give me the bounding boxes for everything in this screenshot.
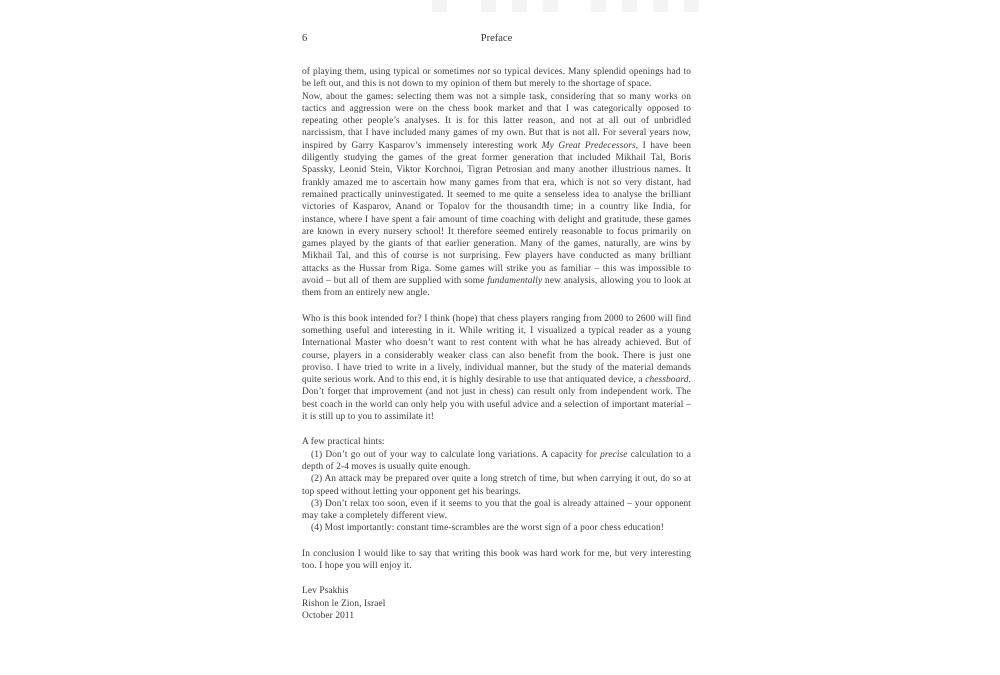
scan-artifact (543, 0, 558, 12)
scan-artifact (432, 0, 447, 12)
italic-text: precise (600, 449, 628, 460)
text: A few practical hints: (302, 437, 385, 448)
page-title: Preface (480, 33, 513, 44)
signature-name (302, 585, 691, 597)
text: In conclusion I would like to say that writing this book was hard work for me, but very interesting too. I hope you will enjoy it. (302, 548, 691, 571)
running-header (302, 33, 691, 45)
text: I have been diligently studying the games of the great former generation that included Mikhail Tal, Boris Spassky, Leonid Stein, Viktor Korchnoi, Tigran Petrosian and many another illustrious names. It frankly amazed me to ascertain how many games from that era, which is not so very distant, had remained practically uninvestigated. It seemed to me quite a senseless idea to analyse the brilliant victories of Kasparov, Anand or Topalov for the thousandth time; in a country like India, for instance, where I have spent a fair amount of time coaching with delight and gratitude, these games are known in every nursery school! It therefore seemed entirely reasonable to focus primarily on games played by the giants of that earlier generation. Many of the games, naturally, are wins by Mikhail Tal, and this of course is not surprising. Few players have conducted as many brilliant attacks as the Hussar from Riga. Some games will strike you as familiar – this was impossible to avoid – but all of them are supplied with some (302, 140, 692, 287)
para-games (302, 91, 691, 300)
text: Rishon le Zion, Israel (302, 598, 386, 609)
scan-artifact (591, 0, 606, 12)
text: Now, about the games: selecting them was not a simple task, considering that so many works on tactics and aggression were on the chess book market and that I was categorically opposed to repeating other people’s analyses. It is for this latter reason, and not at all out of unbridled narcissism, that I have included many games of my own. But that is not all. For several years now, inspired by Garry Kasparov’s immensely interesting work (302, 91, 691, 151)
text: new analysis, allowing you to look at them from an entirely new angle. (302, 276, 691, 299)
text: of playing them, using typical or sometimes (302, 67, 478, 77)
hint-2 (302, 473, 691, 498)
text: (4) Most importantly: constant time-scrambles are the worst sign of a poor chess education! (311, 523, 665, 534)
signature-date (302, 610, 691, 622)
text: (3) Don’t relax too soon, even if it seems to you that the goal is already attained – your opponent may take a completely different view. (302, 498, 691, 522)
text: (2) An attack may be prepared over quite a long stretch of time, but when carrying it out, do so at top speed without letting your opponent get his bearings. (302, 474, 691, 497)
para-audience (302, 313, 691, 424)
scan-artifact (512, 0, 527, 12)
hint-3 (302, 498, 691, 523)
scan-artifact (481, 0, 496, 12)
page-body (302, 66, 691, 622)
scan-artifact (622, 0, 637, 12)
italic-text: fundamentally (487, 276, 543, 287)
text-column (302, 33, 691, 622)
text: October 2011 (302, 610, 355, 621)
text: so typical devices. Many splendid openings had to be left out, and this is not down to my opinion of them but merely to the shortage of space. (302, 67, 692, 90)
scan-artifact (684, 0, 699, 12)
hint-4 (302, 522, 691, 534)
page-number: 6 (302, 33, 308, 44)
hint-1 (302, 449, 691, 474)
scan-artifacts (0, 0, 1000, 14)
text: (1) Don’t go out of your way to calculate long variations. A capacity for (311, 449, 601, 460)
para-openings (302, 66, 691, 91)
italic-text: not (477, 67, 490, 77)
italic-text: chessboard (645, 375, 689, 386)
signature-place (302, 598, 691, 610)
scan-artifact (653, 0, 668, 12)
text: . Don’t forget that improvement (and not just in chess) can result only from independent work. The best coach in the world can only help you with useful advice and a selection of important material – it is still up to you to assimilate it! (302, 375, 691, 423)
text: Lev Psakhis (302, 586, 349, 597)
italic-text: My Great Predecessors, (541, 140, 639, 151)
text: Who is this book intended for? I think (hope) that chess players ranging from 2000 to 2600 will find something useful and interesting in it. While writing it, I visualized a typical reader as a young International Master who doesn’t want to rest content with what he has already achieved. But of course, players in a considerably weaker class can also benefit from the book. There is just one proviso. I have tried to write in a lively, individual manner, but the study of the material demands quite serious work. And to this end, it is highly desirable to use that antiquated device, a (302, 313, 691, 386)
text: calculation to a depth of 2-4 moves is usually quite enough. (302, 449, 691, 472)
hints-intro (302, 436, 691, 448)
para-conclusion (302, 548, 691, 573)
